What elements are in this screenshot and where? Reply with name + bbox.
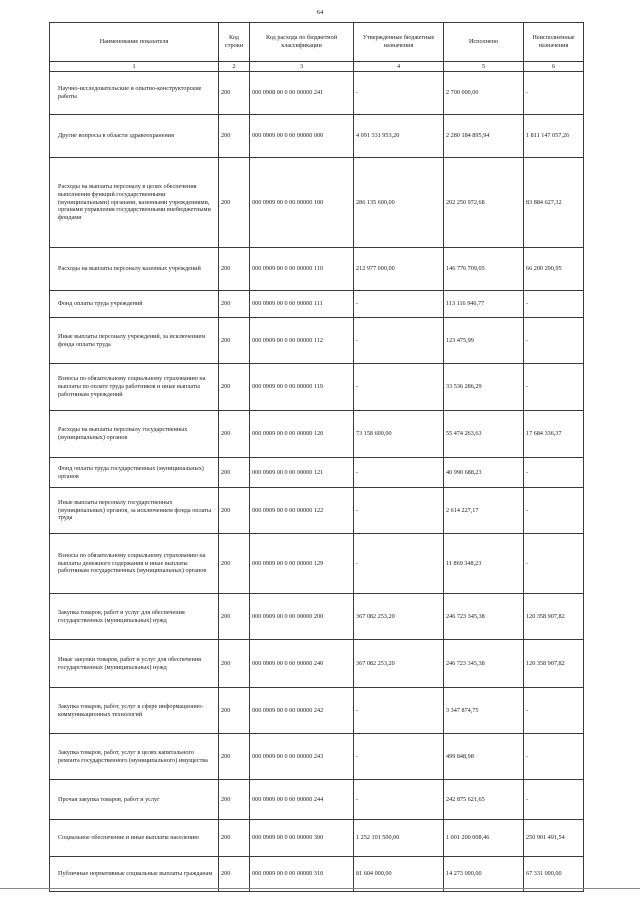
table-row	[50, 780, 584, 820]
table-row	[50, 820, 584, 857]
column-number: 2	[219, 62, 250, 72]
unexecuted-amount: 1 811 147 057,26	[524, 115, 584, 158]
approved-amount: 212 977 000,00	[354, 248, 444, 291]
line-code: 200	[219, 364, 250, 411]
budget-classification-code: 000 0909 00 0 00 00000 240	[250, 640, 354, 688]
line-code: 200	[219, 458, 250, 488]
indicator-name: Закупка товаров, работ и услуг для обеспечения государственных (муниципальных) нужд	[50, 594, 219, 640]
column-number: 1	[50, 62, 219, 72]
indicator-name: Социальное обеспечение и иные выплаты населению	[50, 820, 219, 857]
line-code: 200	[219, 594, 250, 640]
unexecuted-amount: 120 358 907,82	[524, 594, 584, 640]
approved-amount: -	[354, 488, 444, 534]
unexecuted-amount: -	[524, 534, 584, 594]
unexecuted-amount: -	[524, 458, 584, 488]
indicator-name: Расходы на выплаты персоналу казенных учреждений	[50, 248, 219, 291]
column-number: 4	[354, 62, 444, 72]
indicator-name: Расходы на выплаты персоналу государственных (муниципальных) органов	[50, 411, 219, 458]
table-row	[50, 248, 584, 291]
column-number-row	[50, 62, 584, 72]
indicator-name: Научно-исследовательские и опытно-конструкторские работы	[50, 72, 219, 115]
budget-classification-code: 000 0909 00 0 00 00000 243	[250, 734, 354, 780]
indicator-name: Фонд оплаты труда государственных (муниципальных) органов	[50, 458, 219, 488]
executed-amount: 11 869 348,23	[444, 534, 524, 594]
executed-amount: 146 776 709,05	[444, 248, 524, 291]
executed-amount: 202 250 972,68	[444, 158, 524, 248]
table-body	[50, 72, 584, 892]
executed-amount: 40 990 688,23	[444, 458, 524, 488]
unexecuted-amount: 67 331 000,00	[524, 857, 584, 892]
budget-classification-code: 000 0909 00 0 00 00000 310	[250, 857, 354, 892]
table-row	[50, 458, 584, 488]
approved-amount: 286 135 600,00	[354, 158, 444, 248]
table-row	[50, 115, 584, 158]
approved-amount: -	[354, 780, 444, 820]
table-row	[50, 734, 584, 780]
indicator-name: Взносы по обязательному социальному страхованию на выплаты денежного содержания и иные выплаты работникам государственных (муниципальных) органов	[50, 534, 219, 594]
indicator-name: Публичные нормативные социальные выплаты гражданам	[50, 857, 219, 892]
column-number: 3	[250, 62, 354, 72]
line-code: 200	[219, 318, 250, 364]
unexecuted-amount: 120 358 907,82	[524, 640, 584, 688]
table-row	[50, 318, 584, 364]
unexecuted-amount: 66 200 290,95	[524, 248, 584, 291]
budget-classification-code: 000 0909 00 0 00 00000 119	[250, 364, 354, 411]
executed-amount: 246 723 345,38	[444, 594, 524, 640]
approved-amount: -	[354, 734, 444, 780]
approved-amount: -	[354, 458, 444, 488]
budget-classification-code: 000 0908 00 0 00 00000 241	[250, 72, 354, 115]
page-bottom-divider	[0, 888, 640, 889]
indicator-name: Фонд оплаты труда учреждений	[50, 291, 219, 318]
executed-amount: 3 347 874,75	[444, 688, 524, 734]
line-code: 200	[219, 688, 250, 734]
approved-amount: -	[354, 72, 444, 115]
budget-classification-code: 000 0909 00 0 00 00000 112	[250, 318, 354, 364]
executed-amount: 242 875 621,65	[444, 780, 524, 820]
table-row	[50, 72, 584, 115]
unexecuted-amount: -	[524, 318, 584, 364]
indicator-name: Закупка товаров, работ, услуг в сфере информационно-коммуникационных технологий	[50, 688, 219, 734]
indicator-name: Прочая закупка товаров, работ и услуг	[50, 780, 219, 820]
indicator-name: Взносы по обязательному социальному страхованию на выплаты по оплате труда работников и иные выплаты работникам учреждений	[50, 364, 219, 411]
approved-amount: -	[354, 318, 444, 364]
indicator-name: Иные выплаты персоналу государственных (муниципальных) органов, за исключением фонда оплаты труда	[50, 488, 219, 534]
executed-amount: 246 723 345,38	[444, 640, 524, 688]
unexecuted-amount: -	[524, 688, 584, 734]
budget-classification-code: 000 0909 00 0 00 00000 111	[250, 291, 354, 318]
budget-classification-code: 000 0909 00 0 00 00000 120	[250, 411, 354, 458]
unexecuted-amount: -	[524, 364, 584, 411]
line-code: 200	[219, 291, 250, 318]
executed-amount: 2 614 227,17	[444, 488, 524, 534]
executed-amount: 14 273 000,00	[444, 857, 524, 892]
table-row	[50, 291, 584, 318]
budget-classification-code: 000 0909 00 0 00 00000 244	[250, 780, 354, 820]
budget-classification-code: 000 0909 00 0 00 00000 110	[250, 248, 354, 291]
indicator-name: Другие вопросы в области здравоохранения	[50, 115, 219, 158]
budget-classification-code: 000 0909 00 0 00 00000 129	[250, 534, 354, 594]
approved-amount: 1 252 101 500,00	[354, 820, 444, 857]
line-code: 200	[219, 780, 250, 820]
line-code: 200	[219, 534, 250, 594]
budget-classification-code: 000 0909 00 0 00 00000 200	[250, 594, 354, 640]
approved-amount: 81 604 000,00	[354, 857, 444, 892]
executed-amount: 113 116 946,77	[444, 291, 524, 318]
line-code: 200	[219, 72, 250, 115]
header-approved-assignments: Утвержденные бюджетные назначения	[354, 23, 444, 62]
executed-amount: 55 474 263,63	[444, 411, 524, 458]
approved-amount: 367 082 253,20	[354, 640, 444, 688]
table-row	[50, 594, 584, 640]
executed-amount: 1 001 200 008,46	[444, 820, 524, 857]
unexecuted-amount: 17 684 336,37	[524, 411, 584, 458]
table-row	[50, 688, 584, 734]
table-row	[50, 534, 584, 594]
indicator-name: Иные закупки товаров, работ и услуг для обеспечения государственных (муниципальных) нужд	[50, 640, 219, 688]
budget-classification-code: 000 0909 00 0 00 00000 300	[250, 820, 354, 857]
approved-amount: 4 091 331 953,20	[354, 115, 444, 158]
column-number: 5	[444, 62, 524, 72]
header-line-code: Код строки	[219, 23, 250, 62]
column-number: 6	[524, 62, 584, 72]
line-code: 200	[219, 115, 250, 158]
approved-amount: 73 158 600,00	[354, 411, 444, 458]
header-unexecuted-assignments: Неисполненные назначения	[524, 23, 584, 62]
unexecuted-amount: -	[524, 488, 584, 534]
unexecuted-amount: 250 901 491,54	[524, 820, 584, 857]
approved-amount: 367 082 253,20	[354, 594, 444, 640]
line-code: 200	[219, 248, 250, 291]
line-code: 200	[219, 734, 250, 780]
executed-amount: 123 475,99	[444, 318, 524, 364]
indicator-name: Расходы на выплаты персоналу в целях обеспечения выполнения функций государственными (муниципальными) органами, казенными учреждениями, органами управления государственными внебюджетными фондами	[50, 158, 219, 248]
approved-amount: -	[354, 364, 444, 411]
unexecuted-amount: -	[524, 72, 584, 115]
table-row	[50, 488, 584, 534]
table-row	[50, 158, 584, 248]
unexecuted-amount: 83 884 627,32	[524, 158, 584, 248]
line-code: 200	[219, 640, 250, 688]
budget-classification-code: 000 0909 00 0 00 00000 121	[250, 458, 354, 488]
header-executed: Исполнено	[444, 23, 524, 62]
approved-amount: -	[354, 291, 444, 318]
page-number: 64	[316, 9, 324, 16]
header-indicator-name: Наименование показателя	[50, 23, 219, 62]
budget-classification-code: 000 0909 00 0 00 00000 122	[250, 488, 354, 534]
line-code: 200	[219, 488, 250, 534]
executed-amount: 499 848,98	[444, 734, 524, 780]
header-budget-classification-code: Код расхода по бюджетной классификации	[250, 23, 354, 62]
budget-execution-table	[49, 22, 584, 892]
executed-amount: 33 536 286,29	[444, 364, 524, 411]
approved-amount: -	[354, 688, 444, 734]
budget-classification-code: 000 0909 00 0 00 00000 000	[250, 115, 354, 158]
budget-classification-code: 000 0909 00 0 00 00000 242	[250, 688, 354, 734]
line-code: 200	[219, 857, 250, 892]
unexecuted-amount: -	[524, 291, 584, 318]
budget-classification-code: 000 0909 00 0 00 00000 100	[250, 158, 354, 248]
line-code: 200	[219, 158, 250, 248]
indicator-name: Закупка товаров, работ, услуг в целях капитального ремонта государственного (муниципального) имущества	[50, 734, 219, 780]
table-row	[50, 364, 584, 411]
unexecuted-amount: -	[524, 780, 584, 820]
table-row	[50, 411, 584, 458]
executed-amount: 2 280 184 895,94	[444, 115, 524, 158]
unexecuted-amount: -	[524, 734, 584, 780]
table-row	[50, 640, 584, 688]
approved-amount: -	[354, 534, 444, 594]
indicator-name: Иные выплаты персоналу учреждений, за исключением фонда оплаты труда	[50, 318, 219, 364]
header-row	[50, 23, 584, 62]
executed-amount: 2 700 000,00	[444, 72, 524, 115]
table-row	[50, 857, 584, 892]
line-code: 200	[219, 820, 250, 857]
line-code: 200	[219, 411, 250, 458]
